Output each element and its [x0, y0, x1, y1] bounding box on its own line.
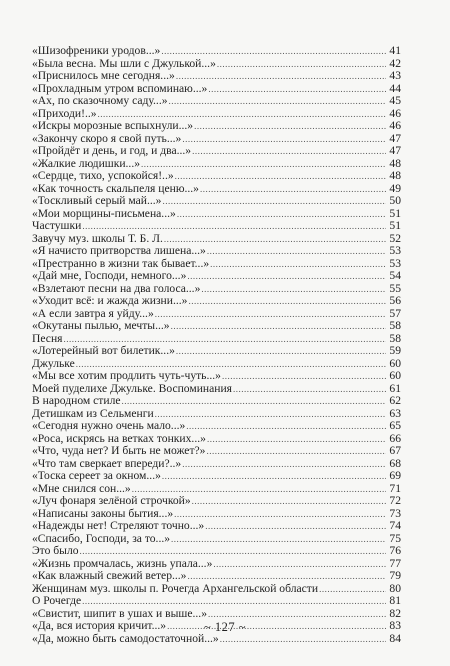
- dot-leader: [161, 45, 386, 58]
- toc-entry-title: «Уходит всё: и жажда жизни...»: [32, 294, 188, 307]
- dot-leader: [82, 220, 386, 233]
- dot-leader: [82, 595, 386, 608]
- toc-entry: [32, 545, 401, 558]
- toc-entry-title: «Что там сверкает впереди?..»: [32, 456, 182, 470]
- toc-entry-page: 66: [389, 431, 401, 445]
- toc-entry-title: «Искры морозные вспыхнули...»: [32, 119, 194, 132]
- toc-entry-title: «Закончу скоро я свой путь...»: [32, 131, 182, 145]
- toc-entry-title: «Лотерейный вот билетик...»: [32, 344, 175, 357]
- toc-entry-page: 77: [389, 556, 401, 570]
- dot-leader: [182, 458, 386, 471]
- dot-leader: [176, 345, 386, 358]
- toc-entry-title: Песня: [32, 331, 63, 345]
- dot-leader: [208, 83, 386, 96]
- toc-entry-title: «Тоска сереет за окном...»: [32, 469, 161, 482]
- toc-entry: [32, 270, 401, 283]
- toc-entry-title: «Окутаны пылью, мечты...»: [32, 319, 170, 332]
- toc-entry-page: 73: [389, 506, 401, 520]
- toc-entry-page: 58: [389, 331, 401, 345]
- toc-entry-title: В народном стиле: [32, 394, 121, 407]
- toc-entry-page: 71: [389, 481, 401, 495]
- toc-entry: [32, 533, 401, 546]
- dot-leader: [207, 433, 386, 446]
- toc-entry: [32, 595, 401, 608]
- toc-entry-page: 53: [389, 256, 401, 270]
- toc-entry-page: 57: [389, 306, 401, 320]
- toc-entry-title: «Надежды нет! Стреляют точно...»: [32, 519, 205, 532]
- toc-entry: [32, 208, 401, 221]
- toc-entry-page: 49: [389, 181, 401, 195]
- toc-entry-title: Детишкам из Сельменги: [32, 406, 154, 420]
- toc-entry: [32, 220, 401, 233]
- toc-entry: [32, 495, 401, 508]
- toc-entry-page: 60: [389, 356, 401, 370]
- toc-entry-title: О Рочегде: [32, 594, 82, 607]
- dot-leader: [169, 95, 386, 108]
- dot-leader: [141, 158, 386, 171]
- dot-leader: [182, 133, 386, 146]
- toc-entry-page: 46: [389, 106, 401, 120]
- toc-entry-title: «Мне снился сон...»: [32, 481, 131, 495]
- toc-entry-title: «Была весна. Мы шли с Джулькой...»: [32, 56, 216, 70]
- toc-entry: [32, 45, 401, 58]
- toc-entry: [32, 195, 401, 208]
- toc-entry-page: 55: [389, 281, 401, 295]
- toc-entry-title: «Мои морщины-письмена...»: [32, 206, 176, 220]
- toc-entry-page: 59: [389, 344, 401, 357]
- dot-leader: [186, 420, 386, 433]
- toc-entry: [32, 583, 401, 596]
- toc-entry-title: «Приснилось мне сегодня...»: [32, 69, 175, 82]
- dot-leader: [207, 245, 386, 258]
- dot-leader: [188, 295, 386, 308]
- toc-entry-page: 68: [389, 456, 401, 470]
- toc-entry: [32, 445, 401, 458]
- toc-entry-title: «Как влажный свежий ветер...»: [32, 569, 187, 582]
- dot-leader: [205, 520, 386, 533]
- dot-leader: [222, 370, 386, 383]
- toc-entry: [32, 170, 401, 183]
- toc-entry: [32, 245, 401, 258]
- dot-leader: [80, 545, 386, 558]
- toc-entry-page: 81: [389, 594, 401, 607]
- toc-entry-title: «Пройдёт и день, и год, и два...»: [32, 144, 192, 157]
- toc-entry-title: «Тоскливый серый май...»: [32, 194, 162, 207]
- toc-entry-page: 51: [389, 219, 401, 232]
- dot-leader: [194, 120, 386, 133]
- toc-entry-title: «Я начисто притворства лишена...»: [32, 244, 206, 257]
- dot-leader: [208, 608, 386, 621]
- toc-entry-title: «Жизнь промчалась, жизнь упала...»: [32, 556, 213, 570]
- toc-entry-title: Это было: [32, 544, 79, 557]
- dot-leader: [213, 558, 386, 571]
- dot-leader: [162, 470, 386, 483]
- toc-entry: [32, 370, 401, 383]
- dot-leader: [162, 195, 386, 208]
- toc-entry-title: «Свистит, шипит в ушах и выше...»: [32, 606, 207, 620]
- toc-entry-page: 63: [389, 406, 401, 420]
- toc-entry-page: 79: [389, 569, 401, 582]
- page-number: ~ 127 ~: [203, 620, 247, 634]
- toc-entry-page: 48: [389, 156, 401, 170]
- toc-entry: [32, 120, 401, 133]
- toc-entry-page: 47: [389, 131, 401, 145]
- dot-leader: [187, 570, 386, 583]
- toc-entry: [32, 520, 401, 533]
- toc-entry-page: 52: [389, 231, 401, 245]
- dot-leader: [206, 445, 386, 458]
- toc-entry-page: 62: [389, 394, 401, 407]
- toc-entry: [32, 470, 401, 483]
- toc-entry: [32, 145, 401, 158]
- dot-leader: [192, 495, 386, 508]
- toc-entry-title: Женщинам муз. школы п. Рочегда Архангельской области: [32, 581, 319, 595]
- toc-entry-page: 54: [389, 269, 401, 282]
- toc-entry-page: 42: [389, 56, 401, 70]
- toc-entry-title: Частушки: [32, 219, 82, 232]
- toc-entry-page: 82: [389, 606, 401, 620]
- toc-entry: [32, 570, 401, 583]
- dot-leader: [187, 270, 386, 283]
- toc-entry-page: 80: [389, 581, 401, 595]
- toc-entry-title: «Ах, по сказочному саду...»: [32, 94, 168, 107]
- toc-entry-title: Джульке: [32, 356, 75, 370]
- toc-entry-title: «Спасибо, Господи, за то...»: [32, 531, 171, 545]
- toc-entry: [32, 420, 401, 433]
- toc-entry-page: 51: [389, 206, 401, 220]
- toc-entry-title: «Роса, искрясь на ветках тонких...»: [32, 431, 206, 445]
- dot-leader: [175, 170, 386, 183]
- dot-leader: [217, 58, 386, 71]
- toc-entry-title: «Да, вся история кричит...»: [32, 619, 167, 632]
- dot-leader: [177, 208, 386, 221]
- toc-entry-page: 45: [389, 94, 401, 107]
- toc-entry-title: Завучу муз. школы Т. Б. Л.: [32, 231, 163, 245]
- dot-leader: [122, 395, 386, 408]
- toc-entry-page: 84: [389, 631, 401, 645]
- dot-leader: [210, 258, 386, 271]
- toc-entry-title: «А если завтра я уйду...»: [32, 306, 154, 320]
- dot-leader: [171, 320, 386, 333]
- table-of-contents: [32, 45, 401, 645]
- toc-entry-page: 48: [389, 169, 401, 182]
- toc-entry-page: 56: [389, 294, 401, 307]
- dot-leader: [155, 408, 386, 421]
- dot-leader: [176, 70, 386, 83]
- toc-entry-page: 75: [389, 531, 401, 545]
- toc-entry-title: «Приходи!..»: [32, 106, 97, 120]
- toc-entry-title: «Написаны законы бытия...»: [32, 506, 174, 520]
- dot-leader: [155, 308, 386, 321]
- toc-entry-title: Моей пуделихе Джульке. Воспоминания: [32, 381, 233, 395]
- toc-entry: [32, 295, 401, 308]
- dot-leader: [192, 145, 386, 158]
- toc-entry-title: «Да, можно быть самодостаточной...»: [32, 631, 219, 645]
- toc-entry-title: «Как точность скальпеля ценю...»: [32, 181, 199, 195]
- dot-leader: [171, 533, 386, 546]
- toc-entry-page: 47: [389, 144, 401, 157]
- toc-entry-title: «Мы все хотим продлить чуть-чуть...»: [32, 369, 221, 382]
- toc-entry-title: «Прохладным утром вспоминаю...»: [32, 81, 208, 95]
- toc-entry-page: 43: [389, 69, 401, 82]
- dot-leader: [233, 383, 386, 396]
- toc-entry-page: 44: [389, 81, 401, 95]
- toc-entry-title: «Дай мне, Господи, немного...»: [32, 269, 187, 282]
- toc-entry-title: «Сегодня нужно очень мало...»: [32, 419, 186, 432]
- toc-entry-page: 61: [389, 381, 401, 395]
- toc-entry-title: «Престранно в жизни так бывает...»: [32, 256, 210, 270]
- toc-entry: [32, 95, 401, 108]
- toc-entry-page: 60: [389, 369, 401, 382]
- toc-entry-title: «Шизофреники уродов...»: [32, 44, 161, 57]
- toc-entry-title: «Что, чуда нет? И быть не может?»: [32, 444, 206, 457]
- toc-entry: [32, 320, 401, 333]
- dot-leader: [319, 583, 386, 596]
- toc-entry: [32, 395, 401, 408]
- dot-leader: [200, 183, 386, 196]
- toc-entry-page: 74: [389, 519, 401, 532]
- toc-entry-page: 41: [389, 44, 401, 57]
- toc-entry-page: 46: [389, 119, 401, 132]
- toc-entry-page: 58: [389, 319, 401, 332]
- toc-entry-page: 67: [389, 444, 401, 457]
- toc-entry-page: 50: [389, 194, 401, 207]
- toc-entry-page: 72: [389, 494, 401, 507]
- toc-entry-title: «Сердце, тихо, успокойся!..»: [32, 169, 174, 182]
- toc-entry: [32, 345, 401, 358]
- dot-leader: [201, 283, 386, 296]
- toc-entry-title: «Жалкие людишки...»: [32, 156, 141, 170]
- toc-entry-page: 83: [389, 619, 401, 632]
- toc-entry-page: 53: [389, 244, 401, 257]
- toc-entry-page: 65: [389, 419, 401, 432]
- toc-entry-title: «Луч фонаря зелёной строчкой»: [32, 494, 191, 507]
- dot-leader: [174, 508, 386, 521]
- toc-entry-page: 69: [389, 469, 401, 482]
- toc-entry-page: 76: [389, 544, 401, 557]
- toc-entry-title: «Взлетают песни на два голоса...»: [32, 281, 201, 295]
- toc-entry: [32, 70, 401, 83]
